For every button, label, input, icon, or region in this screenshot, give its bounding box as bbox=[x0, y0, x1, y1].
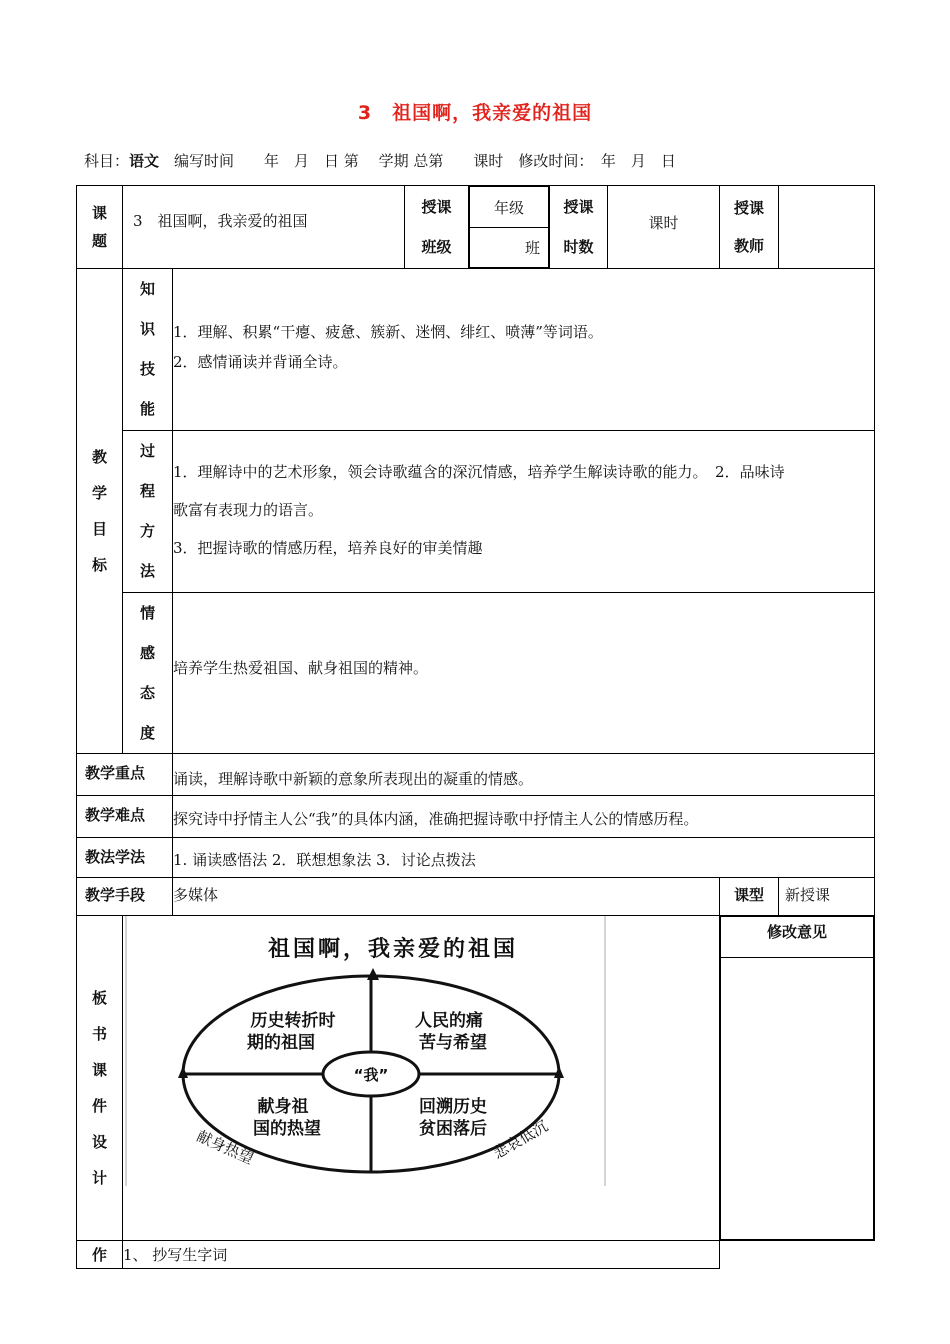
topic-value: 3 祖国啊，我亲爱的祖国 bbox=[123, 186, 405, 269]
methods-label: 教法学法 bbox=[77, 838, 173, 878]
lesson-plan-table bbox=[76, 185, 875, 1269]
homework-value: 1、 抄写生字词 bbox=[123, 1241, 720, 1269]
subject-label: 科目： bbox=[84, 152, 130, 170]
grade-class-cell bbox=[469, 186, 550, 269]
header-row bbox=[77, 186, 875, 269]
type-value: 新授课 bbox=[779, 878, 875, 916]
type-label: 课型 bbox=[720, 878, 779, 916]
means-row bbox=[77, 878, 875, 916]
objective-knowledge-row bbox=[77, 269, 875, 431]
homework-row bbox=[77, 1241, 875, 1269]
focus-value: 诵读，理解诗歌中新颖的意象所表现出的凝重的情感。 bbox=[173, 754, 875, 796]
focus-label: 教学重点 bbox=[77, 754, 173, 796]
diagram-heading: 祖国啊，我亲爱的祖国 bbox=[267, 937, 519, 962]
diagram-q2-line1: 人民的痛 bbox=[415, 1011, 483, 1031]
class-label: 授课 班级 bbox=[405, 186, 469, 269]
emotion-content: 培养学生热爱祖国、献身祖国的精神。 bbox=[173, 593, 875, 754]
diagram-q4-line1: 回溯历史 bbox=[419, 1097, 487, 1117]
hours-label: 授课 时数 bbox=[550, 186, 608, 269]
process-label: 过 程 方 法 bbox=[123, 431, 173, 593]
knowledge-label: 知 识 技 能 bbox=[123, 269, 173, 431]
meta-rest: 编写时间 年 月 日 第 学期 总第 课时 修改时间： 年 月 日 bbox=[159, 152, 676, 170]
right-arrow-icon bbox=[554, 1066, 564, 1078]
diagram-q1-line2: 期的祖国 bbox=[247, 1033, 315, 1053]
revise-cell bbox=[720, 916, 875, 1241]
grade-text: 年级 bbox=[470, 187, 549, 228]
board-diagram bbox=[123, 916, 721, 1238]
objective-process-row bbox=[77, 431, 875, 593]
revise-value bbox=[721, 958, 874, 1240]
board-diagram-cell bbox=[123, 916, 720, 1241]
diagram-q3-line2: 国的热望 bbox=[253, 1119, 321, 1139]
page-title: 3 祖国啊，我亲爱的祖国 bbox=[357, 102, 593, 124]
teacher-label: 授课 教师 bbox=[720, 186, 779, 269]
ban-text: 班 bbox=[470, 228, 549, 268]
diagram-left-arc-text: 献身热望 bbox=[193, 1127, 257, 1168]
difficulty-row bbox=[77, 796, 875, 838]
diagram-right-arc-text: 悲哀低沉 bbox=[490, 1116, 551, 1163]
subject-value: 语文 bbox=[129, 152, 160, 170]
hours-value: 课时 bbox=[608, 186, 720, 269]
means-value: 多媒体 bbox=[173, 878, 720, 916]
methods-row bbox=[77, 838, 875, 878]
left-arrow-icon bbox=[178, 1066, 188, 1078]
homework-empty bbox=[720, 1241, 875, 1269]
diagram-center-text: “我” bbox=[353, 1066, 389, 1084]
emotion-label: 情 感 态 度 bbox=[123, 593, 173, 754]
objective-emotion-row bbox=[77, 593, 875, 754]
diagram-q1-line1: 历史转折时 bbox=[250, 1011, 336, 1031]
knowledge-content: 1．理解、积累“干瘪、疲惫、簇新、迷惘、绯红、喷薄”等词语。 2．感情诵读并背诵全诗。 bbox=[173, 269, 875, 431]
board-row bbox=[77, 916, 875, 1241]
homework-label: 作 bbox=[77, 1241, 123, 1269]
methods-value: 1. 诵读感悟法 2．联想想象法 3．讨论点拨法 bbox=[173, 838, 875, 878]
diagram-q2-line2: 苦与希望 bbox=[419, 1033, 487, 1053]
board-label: 板 书 课 件 设 计 bbox=[77, 916, 123, 1241]
diagram-q3-line1: 献身祖 bbox=[257, 1097, 309, 1117]
difficulty-value: 探究诗中抒情主人公“我”的具体内涵，准确把握诗歌中抒情主人公的情感历程。 bbox=[173, 796, 875, 838]
meta-line bbox=[84, 150, 676, 171]
diagram-q4-line2: 贫困落后 bbox=[419, 1119, 487, 1139]
objectives-label: 教 学 目 标 bbox=[77, 269, 123, 754]
focus-row bbox=[77, 754, 875, 796]
topic-label: 课 题 bbox=[77, 186, 123, 269]
teacher-value bbox=[779, 186, 875, 269]
process-content: 1．理解诗中的艺术形象，领会诗歌蕴含的深沉情感，培养学生解读诗歌的能力。 2．品味诗 歌富有表现力的语言。 3．把握诗歌的情感历程，培养良好的审美情趣 bbox=[173, 431, 875, 593]
difficulty-label: 教学难点 bbox=[77, 796, 173, 838]
revise-label: 修改意见 bbox=[721, 917, 874, 958]
top-arrow-icon bbox=[367, 968, 379, 980]
means-label: 教学手段 bbox=[77, 878, 173, 916]
